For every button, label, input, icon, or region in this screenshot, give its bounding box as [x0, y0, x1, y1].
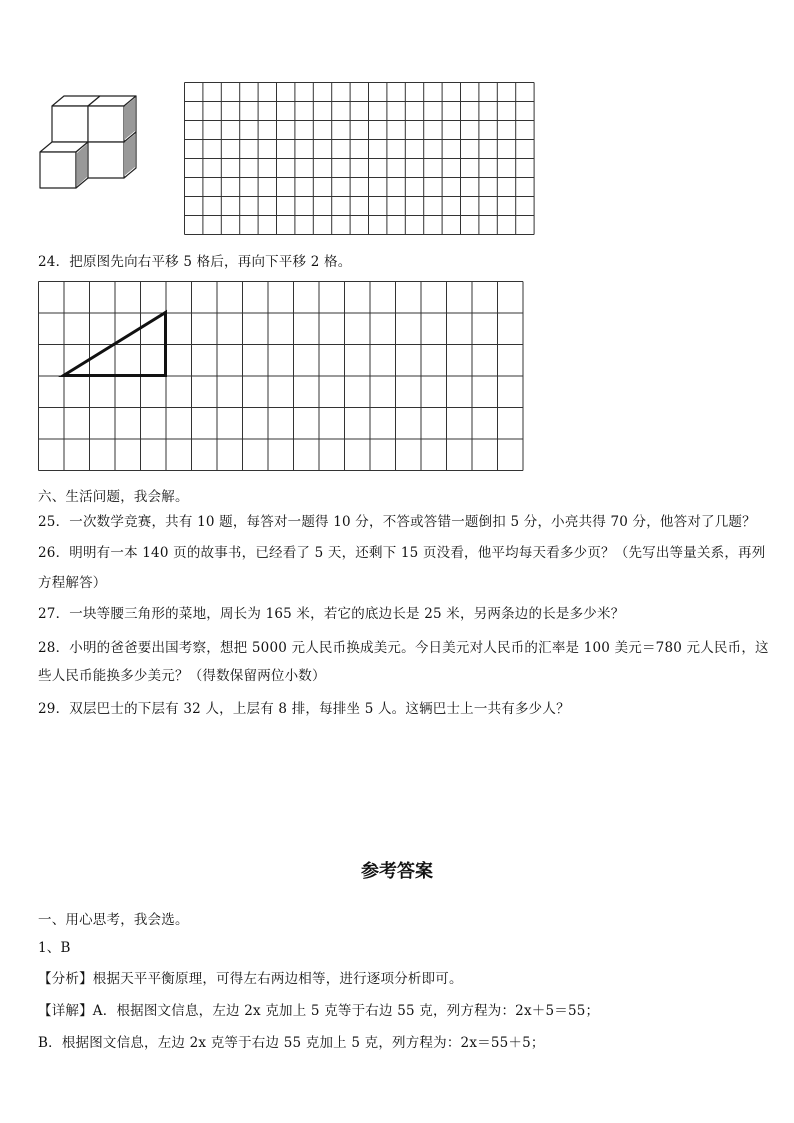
section-6-heading: 六、生活问题，我会解。 [38, 489, 189, 505]
answer-1-detail-b: B．根据图文信息，左边 2x 克等于右边 55 克加上 5 克，列方程为：2x＝55＋5； [38, 1035, 545, 1051]
answer-1-detail: 【详解】A．根据图文信息，左边 2x 克加上 5 克等于右边 55 克，列方程为：2x＋5＝55； [38, 1003, 600, 1019]
answers-section-1: 一、用心思考，我会选。 [38, 912, 189, 928]
answer-1-analysis: 【分析】根据天平平衡原理，可得左右两边相等，进行逐项分析即可。 [38, 971, 463, 987]
question-27: 27．一块等腰三角形的菜地，周长为 165 米，若它的底边长是 25 米，另两条边的长是多少米？ [38, 606, 625, 622]
question-26: 26．明明有一本 140 页的故事书，已经看了 5 天，还剩下 15 页没看，他平均每天看多少页？（先写出等量关系，再列 [38, 545, 766, 561]
question-28-cont: 些人民币能换多少美元？（得数保留两位小数） [38, 668, 326, 684]
triangle-grid [38, 281, 528, 473]
answer-1: 1、B [38, 940, 71, 956]
answer-grid-top [184, 82, 536, 236]
question-26-cont: 方程解答） [38, 575, 107, 591]
question-25: 25．一次数学竞赛，共有 10 题，每答对一题得 10 分，不答或答错一题倒扣 5 分，小亮共得 70 分，他答对了几题？ [38, 514, 756, 530]
question-24: 24．把原图先向右平移 5 格后，再向下平移 2 格。 [38, 254, 352, 270]
cube-stack-figure [36, 94, 146, 194]
question-28: 28．小明的爸爸要出国考察，想把 5000 元人民币换成美元。今日美元对人民币的汇率是 100 美元＝780 元人民币，这 [38, 640, 769, 656]
answers-title: 参考答案 [361, 861, 433, 882]
question-29: 29．双层巴士的下层有 32 人，上层有 8 排，每排坐 5 人。这辆巴士上一共有多少人？ [38, 701, 570, 717]
